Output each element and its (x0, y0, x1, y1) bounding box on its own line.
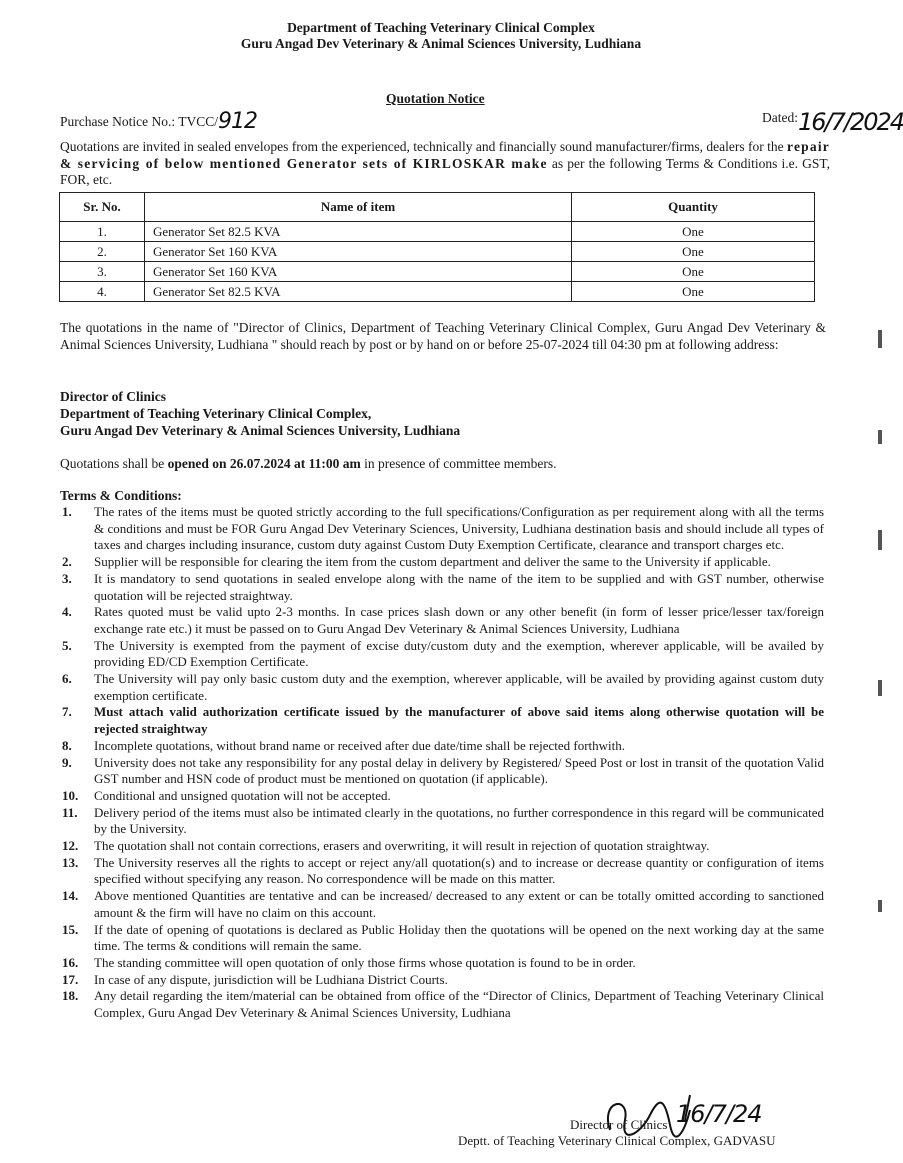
term-number: 14. (62, 888, 79, 904)
intro-text-2: as per the following Terms & Conditions i.e. GST, FOR, etc. (60, 155, 830, 187)
term-text: It is mandatory to send quotations in sealed envelope along with the name of the item to be supplied and with GST number, otherwise quotation will be rejected straightway. (94, 570, 824, 603)
term-number: 1. (62, 504, 72, 519)
cell-sr: 1. (60, 222, 145, 242)
dated-label: Dated: (762, 110, 798, 125)
term-text: Any detail regarding the item/material can be obtained from office of the “Director of Clinics, Department of Teaching Veterinary Clinical Complex, Guru Angad Dev Veterinary & Animal Sciences University, Ludhiana (94, 988, 824, 1021)
list-item (58, 888, 824, 921)
term-number: 8. (62, 737, 72, 753)
list-item (58, 838, 824, 855)
dated-value-handwritten: 16/7/2024 (798, 108, 903, 136)
list-item (58, 671, 824, 704)
signature-department: Deptt. of Teaching Veterinary Clinical Complex, GADVASU (458, 1133, 776, 1148)
opening-paragraph (60, 456, 826, 473)
opening-text-2: in presence of committee members. (360, 456, 557, 471)
term-number: 4. (62, 604, 72, 620)
term-text: If the date of opening of quotations is declared as Public Holiday then the quotations will be opened on the next working day at the same time. The terms & conditions will remain the same. (94, 921, 824, 954)
cell-sr: 3. (60, 262, 145, 282)
table-row (60, 282, 815, 302)
header-university: Guru Angad Dev Veterinary & Animal Sciences University, Ludhiana (240, 36, 642, 51)
header-quantity: Quantity (572, 193, 815, 222)
table-row (60, 242, 815, 262)
notice-title: Quotation Notice (386, 91, 485, 106)
term-number: 5. (62, 637, 72, 653)
list-item (58, 855, 824, 888)
cell-item: Generator Set 82.5 KVA (145, 282, 572, 302)
term-text: Conditional and unsigned quotation will not be accepted. (94, 787, 391, 803)
term-text: In case of any dispute, jurisdiction will be Ludhiana District Courts. (94, 971, 448, 987)
cell-item: Generator Set 160 KVA (145, 242, 572, 262)
signature-title: Director of Clinics (570, 1117, 668, 1132)
address-line-1: Director of Clinics (60, 389, 166, 404)
term-number: 12. (62, 838, 79, 854)
term-text: Delivery period of the items must also be intimated clearly in the quotations, no further correspondence in this regard will be communicated by the University. (94, 804, 824, 837)
cell-sr: 2. (60, 242, 145, 262)
table-header-row (60, 193, 815, 222)
intro-paragraph (60, 139, 830, 189)
address-line-3: Guru Angad Dev Veterinary & Animal Sciences University, Ludhiana (60, 423, 461, 438)
term-text: The rates of the items must be quoted strictly according to the full specifications/Configuration as per requirement along with all the terms & conditions and must be FOR Guru Angad Dev Veterinary Sciences, University, Ludhiana destination basis and should include all types of taxes and charges including insurance, custom duty against Custom Duty Exemption Certificate, clearance and transport charges etc. (94, 504, 824, 553)
list-item (58, 972, 824, 989)
address-line-2: Department of Teaching Veterinary Clinical Complex, (60, 406, 372, 421)
cell-qty: One (572, 222, 815, 242)
opening-text-bold: opened on 26.07.2024 at 11:00 am (167, 456, 361, 471)
purchase-label: Purchase Notice No.: TVCC/ (60, 114, 218, 129)
cell-sr: 4. (60, 282, 145, 302)
list-item (58, 988, 824, 1021)
term-number: 16. (62, 954, 79, 970)
list-item (58, 805, 824, 838)
term-number: 15. (62, 921, 79, 937)
terms-heading: Terms & Conditions: (60, 488, 182, 503)
list-item (58, 554, 824, 571)
table-row (60, 222, 815, 242)
list-item (58, 755, 824, 788)
header-department: Department of Teaching Veterinary Clinical Complex (287, 20, 595, 35)
cell-qty: One (572, 242, 815, 262)
term-number: 10. (62, 787, 79, 803)
cell-item: Generator Set 160 KVA (145, 262, 572, 282)
term-text: The University will pay only basic custom duty and the exemption, wherever applicable, will be availed by providing against custom duty exemption certificate. (94, 671, 824, 703)
cell-qty: One (572, 282, 815, 302)
list-item (58, 604, 824, 637)
term-number: 6. (62, 671, 72, 687)
intro-text-1: Quotations are invited in sealed envelopes from the experienced, technically and financially sound manufacturer/firms, dealers for the (60, 139, 788, 154)
opening-text-1: Quotations shall be (60, 456, 168, 471)
list-item (58, 504, 824, 554)
list-item (58, 955, 824, 972)
term-number: 17. (62, 971, 79, 987)
term-number: 13. (62, 854, 79, 870)
term-text: The University reserves all the rights to accept or reject any/all quotation(s) and to increase or decrease quantity or configuration of items specified without specifying any reason. No correspondence will be made on this matter. (94, 854, 824, 887)
purchase-number-handwritten: 912 (217, 109, 257, 134)
term-number: 11. (62, 804, 78, 820)
cell-item: Generator Set 82.5 KVA (145, 222, 572, 242)
signature-date-handwritten: 16/7/24 (676, 1100, 762, 1128)
list-item (58, 738, 824, 755)
list-item (58, 788, 824, 805)
terms-list (58, 504, 824, 1022)
scan-edge-marks (872, 0, 882, 1163)
term-text: University does not take any responsibility for any postal delay in delivery by Registered/ Speed Post or lost in transit of the quotation Valid GST number and HSN code of product must be mentioned on quotation (if applicable). (94, 754, 824, 787)
term-text: The quotation shall not contain corrections, erasers and overwriting, it will result in rejection of quotation straightway. (94, 838, 710, 854)
list-item (58, 571, 824, 604)
term-text: The University is exempted from the payment of excise duty/custom duty and the exemption, wherever applicable, will be availed by providing ED/CD Exemption Certificate. (94, 637, 824, 670)
term-number: 9. (62, 754, 72, 770)
cell-qty: One (572, 262, 815, 282)
term-number: 18. (62, 988, 79, 1004)
term-text: Incomplete quotations, without brand name or received after due date/time shall be rejected forthwith. (94, 737, 626, 753)
intro-text-bold: repair & servicing of below mentioned Generator sets of KIRLOSKAR make (60, 139, 830, 171)
term-number: 2. (62, 554, 72, 570)
term-text: Rates quoted must be valid upto 2-3 months. In case prices slash down or any other benefit (in form of lesser price/lesser tax/foreign exchange rate etc.) it must be passed on to Guru Angad Dev Veterinary & Animal Sciences University, Ludhiana (94, 604, 824, 636)
term-number: 3. (62, 570, 72, 586)
term-number: 7. (62, 704, 72, 720)
term-text: Supplier will be responsible for clearing the item from the custom department and deliver the same to the University if applicable. (94, 554, 771, 570)
table-row (60, 262, 815, 282)
submission-address (60, 388, 460, 439)
list-item (58, 922, 824, 955)
items-table (59, 192, 815, 302)
list-item (58, 704, 824, 737)
term-text: Above mentioned Quantities are tentative and can be increased/ decreased to any extent or can be totally omitted according to sanctioned amount & the firm will have no claim on this account. (94, 888, 824, 920)
header-item-name: Name of item (145, 193, 572, 222)
list-item (58, 638, 824, 671)
term-text: Must attach valid authorization certificate issued by the manufacturer of above said items along otherwise quotation will be rejected straightway (94, 704, 824, 737)
header-sr-no: Sr. No. (60, 193, 145, 222)
submission-paragraph: The quotations in the name of "Director of Clinics, Department of Teaching Veterinary Clinical Complex, Guru Angad Dev Veterinary & Animal Sciences University, Ludhiana " should reach by post or by hand on or before 25-07-2024 till 04:30 pm at following address: (60, 320, 826, 352)
term-text: The standing committee will open quotation of only those firms whose quotation is found to be in order. (94, 954, 636, 970)
purchase-notice-number (60, 107, 257, 132)
